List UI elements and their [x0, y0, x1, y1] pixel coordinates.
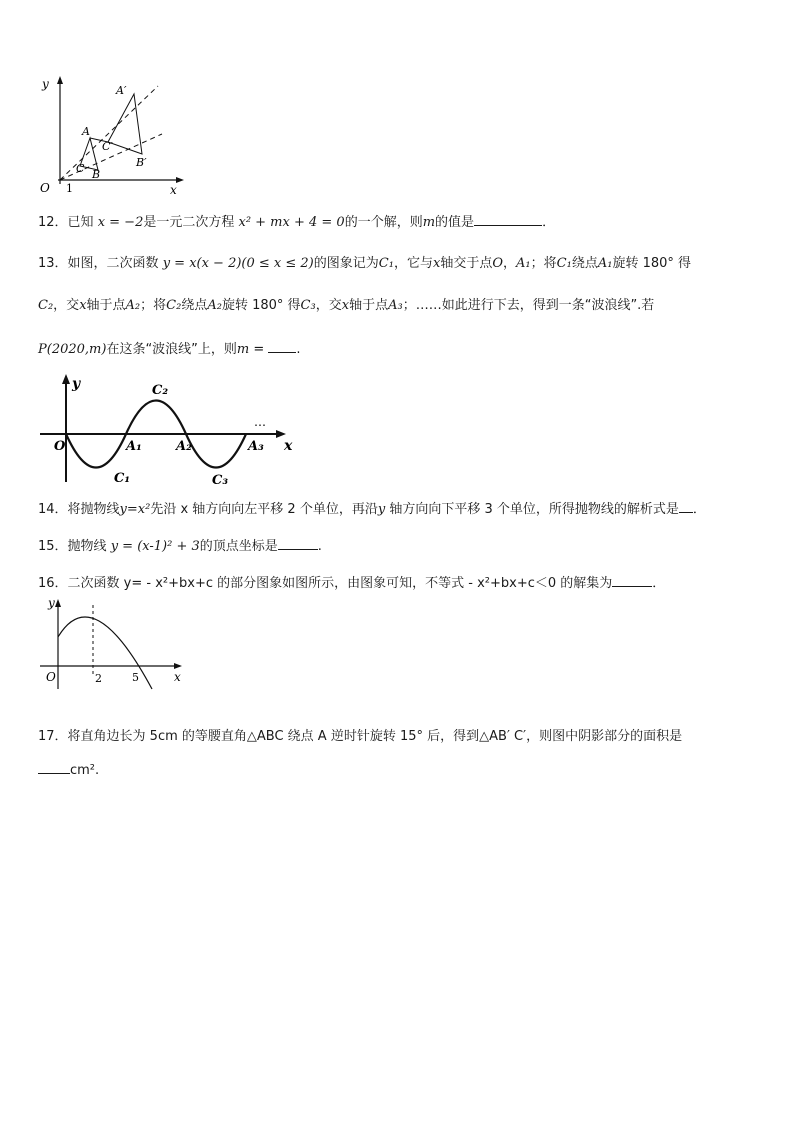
question-12: 12．已知 x = −2是一元二次方程 x² + mx + 4 = 0的一个解，则m的值是 ．: [38, 211, 555, 233]
question-17-line-1: 17．将直角边长为 5cm 的等腰直角△ABC 绕点 A 逆时针旋转 15° 后，得到△AB′ C′，则图中阴影部分的面积是: [38, 729, 683, 744]
wave-figure: [38, 370, 300, 488]
label-one: 1: [66, 182, 73, 195]
label-c3: C₃: [212, 473, 229, 488]
question-16: 16．二次函数 y= - x²+bx+c 的部分图象如图所示，由图象可知，不等式 - x²+bx+c＜0 的解集为 ．: [38, 572, 665, 594]
label-origin: O: [40, 181, 50, 195]
y-axis-arrow: [62, 374, 70, 384]
y-axis-arrow: [55, 599, 61, 607]
label-c2: C₂: [152, 383, 169, 398]
label-dots: …: [254, 415, 266, 429]
x-axis-arrow: [176, 177, 184, 183]
label-x: x: [170, 183, 177, 197]
label-x: x: [174, 670, 181, 684]
answer-blank-15[interactable]: [278, 535, 318, 550]
answer-blank-13[interactable]: [268, 338, 296, 353]
question-14: 14．将抛物线y=x²先沿 x 轴方向向左平移 2 个单位，再沿y 轴方向向下平移 3 个单位，所得抛物线的解析式是 ．: [38, 498, 706, 520]
label-five: 5: [132, 671, 139, 684]
answer-blank-14[interactable]: [679, 498, 693, 513]
question-13-line-3: P(2020,m)在这条“波浪线”上，则m = .: [38, 338, 301, 360]
label-y: y: [72, 376, 81, 392]
label-a2: A₂: [176, 439, 192, 454]
question-13-line-1: 13．如图，二次函数 y = x(x − 2)(0 ≤ x ≤ 2)的图象记为C₁，它与x轴交于点O，A₁；将C₁绕点A₁旋转 180° 得: [38, 256, 692, 271]
question-17-line-2: cm².: [38, 759, 99, 781]
label-a-prime: A′: [116, 84, 127, 97]
y-axis-arrow: [57, 76, 63, 84]
x-axis-arrow: [276, 430, 286, 438]
label-two: 2: [95, 672, 102, 685]
question-15: 15．抛物线 y = (x-1)² + 3的顶点坐标是 .: [38, 535, 322, 557]
label-c-prime: C′: [102, 140, 113, 153]
label-b-prime: B′: [136, 156, 147, 169]
label-a: A: [82, 125, 90, 138]
label-x: x: [284, 438, 293, 454]
answer-blank-12[interactable]: [474, 211, 542, 226]
question-13-line-2: C₂，交x轴于点A₂；将C₂绕点A₂旋转 180° 得C₃，交x轴于点A₃；……如此进行下去，得到一条“波浪线”.若: [38, 298, 655, 313]
x-axis-arrow: [174, 663, 182, 669]
label-c1: C₁: [114, 471, 131, 486]
label-y: y: [42, 77, 49, 91]
label-origin: O: [54, 439, 66, 454]
label-a1: A₁: [126, 439, 142, 454]
label-origin: O: [46, 670, 56, 684]
label-c: C: [76, 162, 85, 175]
label-a3: A₃: [248, 439, 264, 454]
answer-blank-17[interactable]: [38, 759, 70, 774]
label-y: y: [48, 596, 55, 610]
answer-blank-16[interactable]: [612, 572, 652, 587]
rotation-figure: [30, 72, 190, 197]
label-b: B: [92, 168, 101, 181]
parabola-figure: [36, 595, 186, 693]
